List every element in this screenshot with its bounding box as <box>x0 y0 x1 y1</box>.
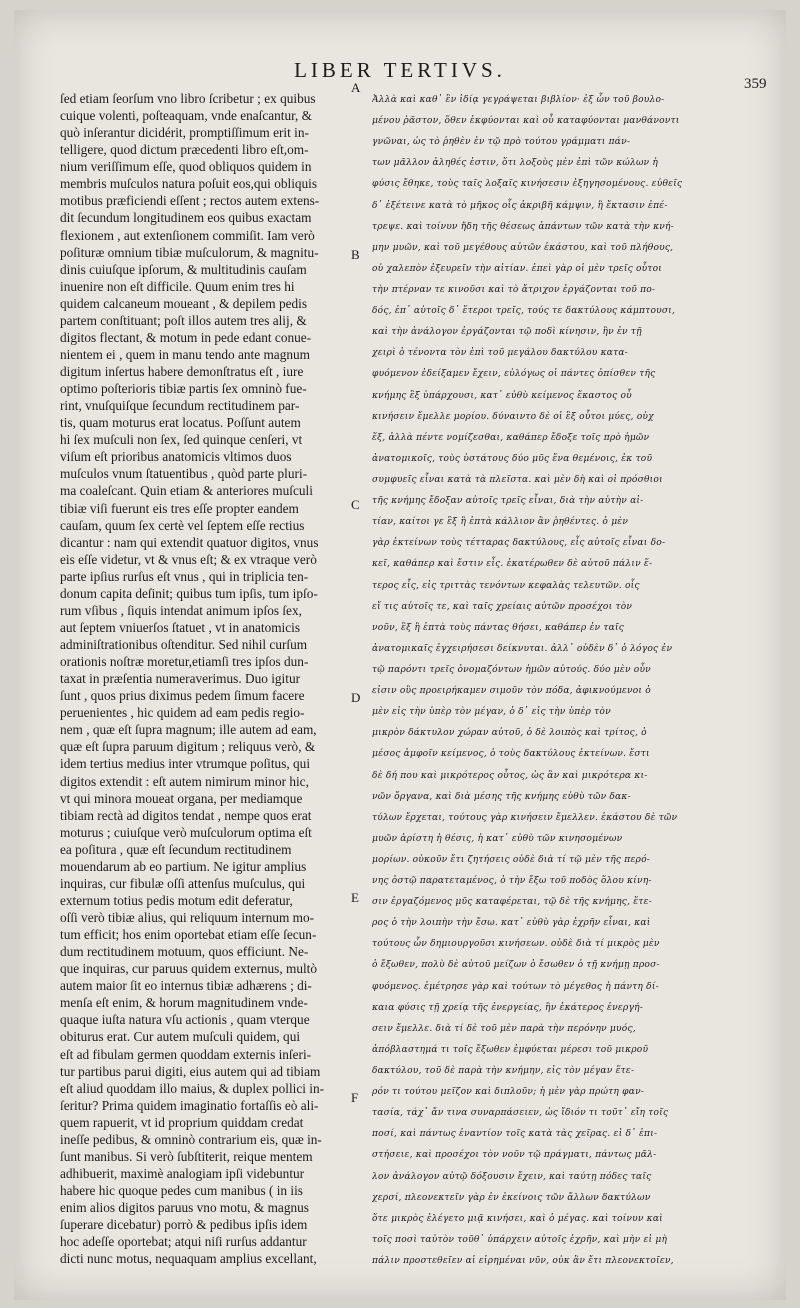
latin-text-line: idem tertius medius inter vtrumque poſitus, qui <box>60 756 311 772</box>
latin-text-line: habere hic quoque pedes cum manibus ( in iis <box>60 1183 303 1198</box>
latin-text-line: membris muſculos natura poſuit eos,qui obliquis <box>60 176 318 192</box>
latin-text-line: ma coaleſcant. Quin etiam & anteriores muſculi <box>60 483 313 499</box>
greek-text-line: τοῖς ποσὶ ταὐτὸν τοῦθ᾽ ὑπάρχειν αὐτοῖς ἐχρῆν, καὶ μὴν εἰ μὴ <box>372 1234 668 1245</box>
greek-text-line: μέσος ἀμφοῖν κείμενος, ὁ τοὺς δακτύλους ἐκτείνων. ἔστι <box>372 749 650 760</box>
latin-text-line: donum capita deſinit; quibus tum ipſis, tum ipſo- <box>60 585 318 601</box>
latin-text-line: quaque iuſta natura vſu actionis , quam vterque <box>60 1012 310 1028</box>
latin-text-line: orationis noſtræ moretur,etiamſi tres ipſos dun- <box>60 654 309 670</box>
greek-text-line: εἰσιν οὓς προειρήκαμεν σιμοῦν τὸν πόδα, ἀφικνούμενοι ὁ <box>372 686 651 697</box>
greek-text-line: φυόμενος. ἐμέτρησε γὰρ καὶ τούτων τὸ μέγεθος ἡ πάντη δί- <box>372 981 659 992</box>
greek-text-line: τὴν πτέρναν τε κινοῦσι καὶ τὸ ἄτριχον ἐργάζονται τοῦ πο- <box>372 284 656 295</box>
greek-text-line: νῶν ὄργανα, καὶ διὰ μέσης τῆς κνήμης εὐθὺ τῶν δακ- <box>372 791 631 802</box>
greek-text-line: τύλων ἔρχεται, τούτους γὰρ κινήσειν ἔμελλεν. ἑκάστου δὲ τῶν <box>372 812 678 823</box>
greek-text-line: τῷ παρόντι τρεῖς ὀνομαζόντων ἡμῶν αὐτούς. δύο μὲν οὖν <box>372 664 651 675</box>
latin-text-line: ſeritur? Prima quidem imaginatio fortaſſis eò ali- <box>60 1097 319 1113</box>
greek-text-line: ἕξ, ἀλλὰ πέντε νομίζεσθαι, καθάπερ ἔδοξε τοῖς πρὸ ἡμῶν <box>372 432 650 443</box>
greek-text-line: δός, ἐπ᾽ αὐτοῖς δ᾽ ἕτεροι τρεῖς, τούς τε δακτύλους κάμπτουσι, <box>372 306 676 317</box>
latin-text-line: peruenientes , hic quidem ad eam pedis regio- <box>60 705 305 721</box>
latin-text-line: rum vſibus , ſiquis intendat animum ipſos ſex, <box>60 602 302 618</box>
latin-text-line: nientem ei , quem in manu tendo ante magnum <box>60 346 310 362</box>
greek-text-line: χειρὶ ὁ τένοντα τὸν ἐπὶ τοῦ μεγάλου δακτύλου κατα- <box>372 348 628 359</box>
greek-text-line: μην μυῶν, καὶ τοῦ μεγέθους αὐτῶν ἑκάστου, καὶ τοῦ πλήθους, <box>372 242 674 253</box>
latin-text-line: cauſam, quum ſex certè vel ſeptem eſſe rectius <box>60 517 305 533</box>
latin-text-line: flexionem , aut extenſionem commiſit. Iam verò <box>60 227 315 243</box>
margin-letter-c: C <box>351 497 360 512</box>
greek-text-line: σειν ἔμελλε. διὰ τί δὲ τοῦ μὲν παρὰ τὴν περόνην μυός, <box>372 1023 636 1034</box>
latin-text-line: ſunt manibus. Si verò ſubſtiterit, reique mentem <box>60 1148 313 1164</box>
latin-text-line: nem , quæ eſt ſupra magnum; ille autem ad eam, <box>60 722 317 738</box>
latin-text-line: moturus ; cuiuſque verò muſculorum optima eſt <box>60 824 312 840</box>
greek-text-line: ρος ὁ τὴν λοιπὴν τὴν ἔσω. κατ᾽ εὐθὺ γὰρ ἐχρῆν εἶναι, καὶ <box>372 918 651 929</box>
greek-text-line: ὅτε μικρὸς ἐλέγετο μιᾷ κινήσει, καὶ ὁ μέγας. καὶ τοίνυν καὶ <box>372 1213 663 1224</box>
greek-text-line: τρεψε. καὶ τοίνυν ἤδη τῆς θέσεως ἁπάντων τῶν κατὰ τὴν κνή- <box>372 221 674 232</box>
latin-text-line: obiturus erat. Cur autem muſculi quidem, qui <box>60 1029 301 1045</box>
latin-text-line: quò inſerantur dicidérit, promptiſſimum erit in- <box>60 125 309 141</box>
latin-text-line: hoc adeſſe oportebat; atqui niſi rurſus addantur <box>60 1234 307 1250</box>
margin-letter-e: E <box>351 890 359 905</box>
greek-text-line: τίαν, καίτοι γε ἓξ ἢ ἑπτὰ κάλλιον ἂν ῥηθέντες. ὁ μὲν <box>372 517 629 528</box>
latin-text-line: eſt ad fibulam germen quoddam externis inſeri- <box>60 1046 312 1062</box>
latin-text-line: eſt aliud quoddam illo maius, & duplex pollici in- <box>60 1080 325 1096</box>
greek-text-line: ἀπόβλαστημά τι τοῖς ἔξωθεν ἐμφύεται μέρεσι τοῦ μικροῦ <box>372 1044 649 1055</box>
greek-column <box>372 90 717 1272</box>
greek-text-line: καὶ τὴν ἀνάλογον ἐργάζονται τῷ ποδὶ κίνησιν, ἣν ἐν τῇ <box>372 327 642 338</box>
latin-text-line: adhibuerit, maximè analogiam ipſi videbuntur <box>60 1165 305 1181</box>
latin-text-line: viſum eſt prioribus anatomicis vltimos duos <box>60 449 292 465</box>
latin-text-line: enim alios digitos paruus vno motu, & magnus <box>60 1200 309 1216</box>
latin-text-line: aut ſeptem vniuerſos ſtatuet , vt in anatomicis <box>60 619 301 635</box>
greek-text-line: σιν ἐργαζόμενος μῦς καταφέρεται, τῷ δὲ τῆς κνήμης, ἕτε- <box>372 897 652 908</box>
greek-text-line: φύσις ἔθηκε, τοὺς ταῖς λοξαῖς κινήσεσιν ἐξηγησομένους. εὐθεῖς <box>372 179 683 190</box>
latin-text-line: menſa eſt enim, & horum magnitudinem vnde- <box>60 995 308 1011</box>
latin-text-line: motibus præficiendi eſſent ; rectos autem extens- <box>60 193 320 209</box>
greek-text-line: τῆς κνήμης ἔδοξαν αὐτοῖς τρεῖς εἶναι, διὰ τὴν αὐτὴν αἰ- <box>372 496 644 507</box>
latin-text-line: dicantur : nam qui extendit quatuor digitos, vnus <box>60 534 319 550</box>
greek-text-line: μένου ῥᾶστον, ὅθεν ἐκφύονται καὶ οὗ καταφύονται μανθάνοντι <box>372 116 680 127</box>
latin-text-line: muſculos vnum ſtatuentibus , quòd parte pluri- <box>60 466 308 482</box>
latin-text-line: adminiſtrationibus oſtenditur. Sed nihil curſum <box>60 637 308 652</box>
latin-text-line: digitos flectant, & motum in pede edant conue- <box>60 329 312 345</box>
latin-text-line: ſed etiam ſeorſum vno libro ſcribetur ; ex quibus <box>60 91 316 106</box>
latin-text-line: poſituræ omnium tibiæ muſculorum, & magnitu- <box>60 244 319 260</box>
greek-text-line: νοῦν, ἓξ ἢ ἑπτὰ τοὺς πάντας θήσει, καθάπερ ἐν ταῖς <box>372 622 624 633</box>
latin-text-line: tis, quam moturus erat locatus. Poſſunt autem <box>60 415 301 431</box>
greek-text-line: μικρὸν δάκτυλον χώραν αὐτοῦ, ὁ δὲ λοιπὸς καὶ τρίτος, ὁ <box>372 728 647 739</box>
greek-text-line: τερος εἷς, εἰς τριττὰς τενόντων κεφαλὰς τελευτῶν. οἷς <box>372 580 640 591</box>
greek-text-line: μορίων. οὐκοῦν ἔτι ζητήσεις οὐδὲ διὰ τί τῷ μὲν τῆς περό- <box>372 854 651 865</box>
latin-text-line: dit ſecundum longitudinem eos quibus exactam <box>60 210 312 226</box>
latin-text-line: ineſſe pedibus, & omninò contrarium eis, quæ in- <box>60 1131 322 1147</box>
greek-text-line: πάλιν προστεθεῖεν αἱ εἰρημέναι νῦν, οὐκ ἂν ἔτι πλεονεκτοῖεν, <box>372 1256 674 1267</box>
greek-text-line: κεῖ, καθάπερ καὶ ἔστιν εἷς. ἑκατέρωθεν δὲ αὐτοῦ πάλιν ἕ- <box>372 559 653 570</box>
latin-text-line: eis eſſe videtur, vt & vnus eſt; & ex vtraque verò <box>60 551 317 567</box>
greek-text-line: λον ἀνάλογον αὐτῷ δόξουσιν ἔχειν, καὶ ταύτῃ πόδες ταῖς <box>372 1171 652 1182</box>
page-number: 359 <box>744 76 767 92</box>
latin-text-line: ſuperare dicebatur) porrò & pedibus ipſis idem <box>60 1217 308 1233</box>
greek-text-line: δ᾽ ἐξέτεινε κατὰ τὸ μῆκος οἷς ἀκριβῆ κάμψιν, ἢ ἔκτασιν ἐπέ- <box>372 200 668 211</box>
greek-text-line: συμφυεῖς εἶναι κατὰ τὰ πλεῖστα. καὶ μὲν δὴ καὶ οἱ πρόσθιοι <box>372 474 663 485</box>
greek-text-line: δακτύλου, τοῦ δὲ παρὰ τὴν κνήμην, εἰς τὸν μέγαν ἕτε- <box>372 1066 635 1077</box>
greek-text-line: ἀνατομικοῖς, τοὺς ὑστάτους δύο μῦς ἕνα θεμένοις, ἐκ τοῦ <box>372 453 653 464</box>
margin-letter-d: D <box>351 690 361 705</box>
greek-text-line: οὐ χαλεπὸν ἐξευρεῖν τὴν αἰτίαν. ἐπεὶ γὰρ οἱ μὲν τρεῖς οὗτοι <box>372 263 663 274</box>
latin-text-line: autem maior ſit eo internus tibiæ adhærens ; di- <box>60 978 312 994</box>
latin-text-line: taxat in præſentia numeraverimus. Duo igitur <box>60 671 301 687</box>
latin-text-line: dum rectitudinem motuum, quos efficiunt. Ne- <box>60 944 309 960</box>
greek-text-line: νης ὀστῷ παρατεταμένος, ὁ τὴν ἔξω τοῦ ποδὸς ὅλου κίνη- <box>372 876 652 887</box>
greek-text-line: κνήμης ἓξ ὑπάρχουσι, κατ᾽ εὐθὺ κείμενος ἕκαστος οὗ <box>372 390 632 401</box>
latin-text-line: ſunt , quos prius diximus pedem ſimum facere <box>60 688 305 704</box>
latin-text-line: dicti nunc motus, nequaquam amplius excellant, <box>60 1251 317 1267</box>
latin-text-line: quem rapuerit, vt id proprium quiddam credat <box>60 1114 304 1130</box>
greek-text-line: μυῶν ἀρίστη ἡ θέσις, ἡ κατ᾽ εὐθὺ τῶν κινησομένων <box>372 833 623 844</box>
latin-text-line: ea poſitura , quæ eſt ſecundum rectitudinem <box>60 841 292 857</box>
margin-letter-a: A <box>351 80 361 95</box>
latin-text-line: optimo poſterioris tibiæ partis ſex omninò fue- <box>60 381 307 397</box>
latin-text-line: tibiam rectà ad digitos tendat , nempe quos erat <box>60 807 312 823</box>
latin-text-line: oſſi verò tibiæ alius, qui reliquum internum mo- <box>60 910 315 925</box>
greek-text-line: τούτους ὧν δημιουργοῦσι κινήσεων. οὐδὲ διὰ τί μικρὸς μὲν <box>372 939 660 950</box>
latin-text-line: quidem calcaneum moueant , & depilem pedis <box>60 295 308 311</box>
greek-text-line: γὰρ ἐκτείνων τοὺς τέτταρας δακτύλους, εἷς αὐτοῖς εἶναι δο- <box>372 538 666 549</box>
latin-text-line: tur partibus parui digiti, eius autem qui ad tibiam <box>60 1063 321 1079</box>
greek-text-line: χερσί, πλεονεκτεῖν γὰρ ἐν ἐκείνοις τῶν ἄλλων δακτύλων <box>372 1192 651 1203</box>
greek-text-line: εἴ τις αὐτοῖς τε, καὶ ταῖς χρείαις αὐτῶν προσέχοι τὸν <box>372 601 633 612</box>
margin-letter-f: F <box>351 1090 359 1105</box>
greek-text-line: των μᾶλλον ἀληθές ἐστιν, ὅτι λοξοὺς μὲν ἐπὶ τῶν κώλων ἡ <box>372 158 659 169</box>
latin-text-line: quæ eſt ſupra paruum digitum ; reliquus verò, & <box>60 739 316 755</box>
greek-text-line: καια φύσις τῇ χρείᾳ τῆς ἐνεργείας, ἣν ἑκάτερος ἐνεργή- <box>372 1002 644 1013</box>
latin-text-line: cuique volenti, poſteaquam, vnde enaſcantur, & <box>60 108 313 124</box>
latin-text-line: rint, vnuſquiſque ſecundum rectitudinem par- <box>60 398 300 414</box>
latin-text-line: mouendarum ab eo partium. Ne igitur amplius <box>60 858 307 874</box>
latin-text-line: hi ſex muſculi non ſex, ſed quinque cenſeri, vt <box>60 432 303 448</box>
running-title: LIBER TERTIVS. <box>294 58 506 82</box>
greek-text-line: ἀνατομικαῖς ἐγχειρήσεσι δείκνυται. ἀλλ᾽ οὐδὲν δ᾽ ὁ λόγος ἐν <box>372 643 673 654</box>
greek-text-line: ποσί, καὶ πάντως ἐναντίον τοῖς κατὰ τὰς χεῖρας. εἰ δ᾽ ἐπι- <box>372 1129 658 1140</box>
latin-text-line: inuenire non eſt difficile. Quum enim tres hi <box>60 278 295 294</box>
latin-text-line: telligere, quod dictum præcedenti libro eſt,om- <box>60 142 309 158</box>
greek-text-line: ρόν τι τούτου μεῖζον καὶ διπλοῦν; ἡ μὲν γὰρ πρώτη φαν- <box>372 1087 645 1098</box>
margin-letter-b: B <box>351 247 360 262</box>
greek-text-line: φυόμενον ἐδείξαμεν ἔχειν, εὐλόγως οἱ πάντες ὀπίσθεν τῆς <box>372 369 656 380</box>
greek-text-line: μὲν εἰς τὴν ὑπὲρ τὸν μέγαν, ὁ δ᾽ εἰς τὴν ὑπὲρ τὸν <box>372 707 611 718</box>
latin-text-line: digitum inſertus habere demonſtratus eſt , iure <box>60 364 304 379</box>
greek-text-line: ὁ ἔξωθεν, πολὺ δὲ αὐτοῦ μείζων ὁ ἔσωθεν ὁ τῇ κνήμῃ προσ- <box>372 960 660 971</box>
greek-text-line: τασία, τάχ᾽ ἄν τινα συναρπάσειεν, ὡς ἴδιόν τι τοῦτ᾽ εἴη τοῖς <box>372 1108 669 1119</box>
greek-text-line: στήσειε, καὶ προσέχοι τὸν νοῦν τῷ πράγματι, πάντως μᾶλ- <box>372 1150 657 1161</box>
latin-column <box>60 90 352 1267</box>
latin-text-line: tum efficit; hos enim oportebat etiam eſſe ſecun- <box>60 927 317 943</box>
latin-text-line: digitos extendit : eſt autem nimirum minor hic, <box>60 773 309 789</box>
greek-text-line: κινήσειν ἔμελλε μορίου. δύναιντο δὲ οἱ ἓξ οὗτοι μύες, οὐχ <box>372 411 654 422</box>
latin-text-line: externum totius pedis motum edit deferatur, <box>60 892 293 908</box>
latin-text-line: inquiras, cur fibulæ oſſi attenſus muſculus, qui <box>60 875 306 891</box>
latin-text-line: tibiæ viſi fuerunt eis tres eſſe propter eandem <box>60 500 299 516</box>
latin-text-line: nium veriſſimum eſſe, quod obliquos quidem in <box>60 159 312 175</box>
latin-text-line: vt qui minora moueat organa, per mediamque <box>60 790 303 806</box>
latin-text-line: partem conſtituant; poſt illos autem tres alij, & <box>60 312 307 328</box>
greek-text-line: γνῶναι, ὡς τὸ ῥηθὲν ἐν τῷ πρὸ τούτου γράμματι πάν- <box>372 137 631 148</box>
latin-text-line: parte ipſius rurſus eſt vnus , qui in triplicia ten- <box>60 568 309 584</box>
latin-text-line: que inquiras, cur paruus quidem externus, multò <box>60 961 318 977</box>
greek-text-line: Ἀλλὰ καὶ καθ᾽ ἓν ἰδίᾳ γεγράψεται βιβλίον· ἐξ ὧν τοῦ βουλο- <box>372 95 665 105</box>
latin-text-line: dinis cuiuſque ipſorum, & multitudinis cauſam <box>60 261 307 277</box>
greek-text-line: δὲ δή που καὶ μικρότερος οὗτος, ὡς ἂν καὶ μικρότερα κι- <box>372 770 648 781</box>
